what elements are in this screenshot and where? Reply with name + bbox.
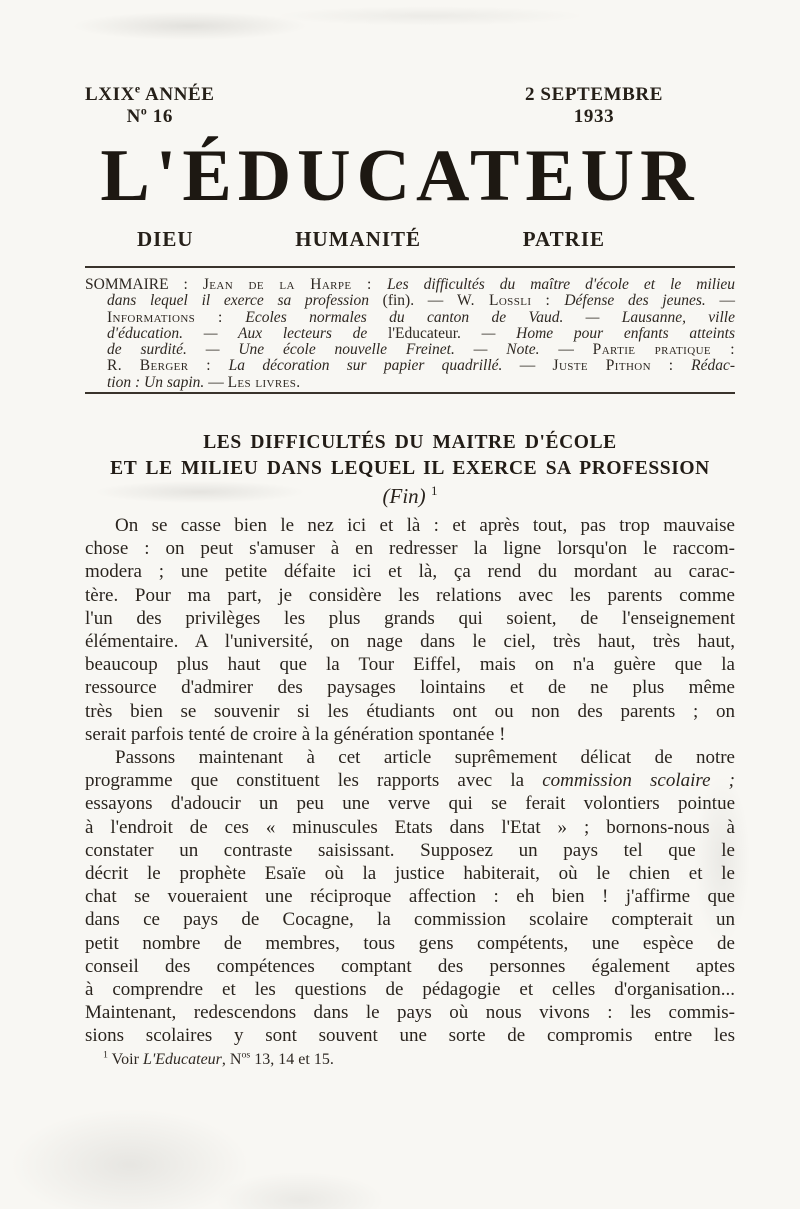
text-segment: Ecoles normales du canton de Vaud. — Lausanne, ville [245,308,735,326]
text-line [85,885,735,908]
text-line [85,537,735,560]
text-line [85,514,735,537]
text-line [85,630,735,653]
text-segment: e [134,82,141,96]
text-segment: beaucoup plus haut que la Tour Eiffel, mais on n'a guère que la [85,654,735,676]
text-segment: — [502,357,553,375]
text-segment: — [705,292,736,310]
text-segment: l'Educateur. [387,324,461,342]
article-subtitle [85,484,735,508]
text-segment: Voir [107,1051,143,1068]
text-line [85,310,735,326]
text-line [85,723,735,746]
text-segment: o [140,104,148,118]
paragraph-2 [85,746,735,1048]
text-segment: de surdité. — Une école nouvelle Freinet. — Note. [107,341,540,359]
masthead [85,84,735,128]
article-title-line1: LES DIFFICULTÉS DU MAITRE D'ÉCOLE [203,432,617,453]
text-line [85,955,735,978]
volume-year-line [85,84,215,106]
footnote [85,1050,753,1069]
year-line: 1933 [573,106,615,127]
text-segment: conseil des compétences comptant des personnes également aptes [85,955,735,977]
text-segment: sions scolaires y sont souvent une sorte de compromis entre les [85,1025,735,1047]
article-body [85,514,735,1048]
text-line [85,277,735,293]
text-line [85,746,735,769]
text-segment: Rédac- [691,357,736,375]
motto-word-3: PATRIE [522,227,605,251]
paragraph-1 [85,514,735,746]
text-segment: élémentaire. A l'université, on nage dans le ciel, très haut, très haut, [85,631,735,653]
text-segment: os [241,1049,251,1061]
text-segment: très bien se souvenir si les étudiants ont ou non des parents ; on [85,700,735,722]
text-segment: à l'endroit de ces « minuscules Etats dans l'Etat » ; bornons-nous à [85,816,735,838]
text-line [85,293,735,309]
text-segment: chose : on peut s'amuser à en redresser la ligne lorsqu'on le raccom- [85,538,735,560]
text-segment: — [204,373,228,391]
text-segment: SOMMAIRE : [85,276,203,293]
text-segment: commission scolaire ; [542,770,736,792]
text-line [85,358,735,374]
text-line [85,607,735,630]
motto-row [137,227,605,252]
text-segment: , N [221,1051,242,1068]
issue-number-line [85,106,215,128]
motto-word-1: DIEU [137,227,194,251]
volume-block [85,84,215,128]
text-line [85,560,735,583]
text-line [85,700,735,723]
text-segment: On se casse bien le nez ici et là : et après tout, pas trop mauvaise [115,515,735,536]
text-segment: dans ce pays de Cocagne, la commission scolaire compterait un [85,909,735,931]
text-segment: à comprendre et les questions de pédagogie et celles d'organisation... [85,979,735,1001]
text-line [85,653,735,676]
date-line: 2 SEPTEMBRE [524,84,663,105]
text-segment: Défense des jeunes. [564,292,706,310]
text-segment: l'un des privilèges les plus grands qui soient, de l'enseignement [85,607,735,629]
journal-title: L'ÉDUCATEUR [100,135,700,217]
text-segment: Partie pratique : [592,341,735,359]
text-segment: — Home pour enfants atteints [460,324,735,342]
text-segment: décrit le prophète Esaïe où la justice habiterait, où le chien et le [85,863,735,885]
text-segment: Juste Pithon : [552,357,692,375]
text-segment: — [539,341,593,359]
date-block [525,84,663,128]
motto-word-2: HUMANITÉ [295,227,422,251]
text-line [85,862,735,885]
text-line [85,816,735,839]
sommaire-block [85,277,735,391]
text-segment: Passons maintenant à cet article suprêmement délicat de notre [115,747,735,769]
text-line [85,908,735,931]
text-segment: 1 [103,1049,108,1061]
text-segment: serait parfois tenté de croire à la génération spontanée ! [85,723,506,745]
text-segment: tion : Un sapin. [107,373,205,391]
text-segment: L'Educateur [142,1051,222,1068]
text-segment: d'éducation. — Aux lecteurs de [107,324,388,342]
text-segment: N [126,106,141,127]
text-segment: ressource d'admirer des paysages lointains et de ne plus même [85,677,735,699]
text-segment: constater un contraste saisissant. Supposez un pays tel que le [85,839,735,861]
text-segment: ANNÉE [140,84,215,105]
text-line [85,1001,735,1024]
article-title-line2: ET LE MILIEU DANS LEQUEL IL EXERCE SA PROFESSION [110,458,710,479]
text-line [85,326,735,342]
text-segment: LXIX [85,84,135,105]
text-segment: 13, 14 et 15. [250,1051,334,1068]
text-line [85,978,735,1001]
text-segment: W. Lossli : [456,292,565,310]
text-segment: Informations : [107,308,246,326]
text-segment: R. Berger : [107,357,229,375]
text-segment: modera ; une petite défaite ici et là, ça rend du mordant au carac- [85,561,735,583]
text-line [85,1024,735,1047]
text-segment: Jean de la Harpe : [202,276,388,293]
text-segment: tère. Pour ma part, je considère les relations avec les parents comme [85,584,735,606]
text-segment: Les difficultés du maître d'école et le milieu [387,276,735,293]
text-line [85,839,735,862]
text-segment: Maintenant, redescendons dans le pays où nous vivons : les commis- [85,1002,735,1024]
text-segment: programme que constituent les rapports avec la [85,770,543,792]
text-segment: chat se voueraient une réciproque affection : eh bien ! j'affirme que [85,886,735,908]
text-line [85,769,735,792]
text-segment: La décoration sur papier quadrillé. [228,357,503,375]
text-segment: essayons d'adoucir un peu une verve qui se ferait volontiers pointue [85,793,735,815]
text-line [85,792,735,815]
text-segment: Les livres. [227,373,301,391]
text-segment: (fin). — [382,292,457,310]
text-segment: (Fin) [382,484,431,508]
text-line [85,584,735,607]
divider-rule-top [85,266,735,268]
text-segment: petit nombre de membres, tous gens compétents, une espèce de [85,932,735,954]
divider-rule-bottom [85,392,735,394]
text-segment: 1 [430,483,438,498]
text-line [85,676,735,699]
text-line [85,375,735,391]
article-title [85,430,735,482]
text-line [85,342,735,358]
text-segment: dans lequel il exerce sa profession [107,292,383,310]
text-line [85,932,735,955]
text-segment: 16 [147,106,173,127]
